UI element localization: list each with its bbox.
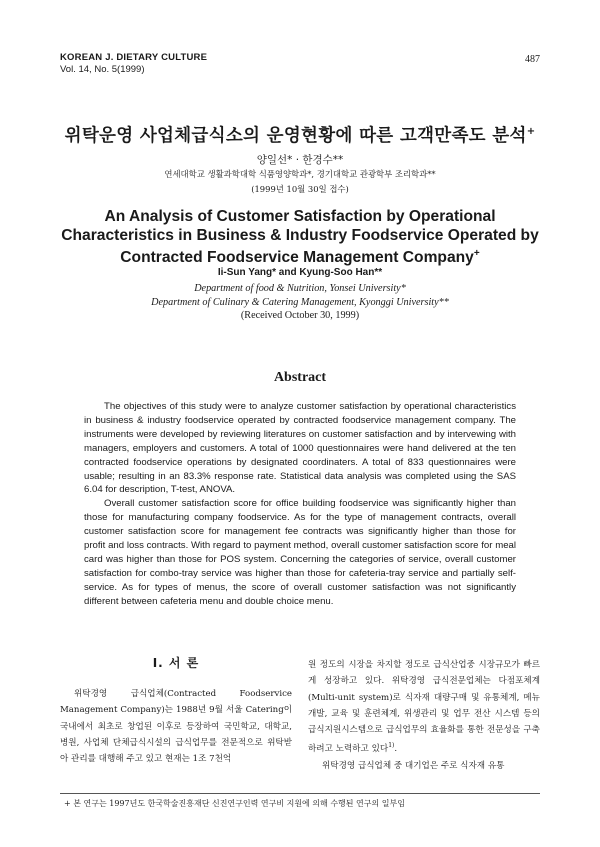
english-received-date: (Received October 30, 1999) [240, 310, 360, 321]
journal-header [60, 52, 207, 76]
korean-title-mark: + [526, 126, 536, 138]
korean-received-date: (1999년 10월 30일 접수) [251, 184, 349, 194]
english-title [60, 208, 540, 268]
english-title-text: An Analysis of Customer Satisfaction by Operational Characteristics in Business & Industry Foodservice Operated by Contracted Foodservice Management Company [61, 208, 539, 267]
abstract-heading: Abstract [273, 370, 327, 385]
english-affiliation-1: Department of food & Nutrition, Yonsei University* [194, 283, 406, 294]
body-right-paragraph-2: 위탁경영 급식업체 중 대기업은 주로 식자재 유통 [322, 760, 505, 771]
body-left-column [60, 686, 292, 767]
korean-authors: 양일선* · 한경수** [256, 154, 344, 166]
body-right-paragraph-1-text: 원 정도의 시장을 차지할 정도로 급식산업중 시장규모가 빠르게 성장하고 있다. 위탁경영 급식전문업체는 다점포체계(Multi-unit system)로 식자재 대량구매 및 유통체계, 메뉴개발, 교육 및 훈련체계, 위생관리 및 업무 전산 시스템 등의 급식지원시스템으로 급식업무의 효율화를 통한 전문성을 구축하려고 노력하고 있다 [308, 660, 540, 755]
korean-affiliation: 연세대학교 생활과학대학 식품영양학과*, 경기대학교 관광학부 조리학과** [164, 169, 436, 179]
abstract-paragraph-2: Overall customer satisfaction score for office building foodservice was significantly higher than those for manufacturing company foodservice. As for the type of management contracts, overall customer satisfaction score for management fee contracts was significantly higher than those for profit and loss contracts. With regard to payment method, overall customer satisfaction score for meal card was higher than those for POS system. Concerning the categories of service, overall customer satisfaction for combo-tray service was higher than those for cafeteria-tray service and partially self-service. As for types of menus, the score of overall customer satisfaction was not significantly different between cafeteria menu and double choice menu. [84, 498, 516, 607]
reference-marker: 1) [388, 742, 395, 750]
abstract-body [84, 400, 516, 609]
body-left-paragraph: 위탁경영 급식업체(Contracted Foodservice Management Company)는 1988년 9월 서울 Catering이 국내에서 최초로 창업된 이후로 등장하여 국민학교, 대학교, 병원, 사업체 단체급식시설의 급식업무를 전문적으로 위탁받아 관리를 대행해 주고 있고 현재는 1조 7천억 [60, 689, 292, 765]
english-title-mark: + [473, 248, 480, 259]
body-right-paragraph-1-end: . [394, 744, 398, 755]
abstract-paragraph-1: The objectives of this study were to analyze customer satisfaction by operational characteristics in business & industry foodservice operated by contracted foodservice management company. The instruments were developed by reviewing literatures on customer satisfaction and by intervewing with managers, employers and customers. A total of 1000 questionnaires were hand delivered at the ten contracted foodservice operations by designated coordinaters. A total of 833 questionnaires were usable; resulting in an 83.3% response rate. Statistical data analysis was completed using the SAS 6.04 for description, T-test, ANOVA. [84, 401, 516, 496]
english-affiliation-2: Department of Culinary & Catering Management, Kyonggi University** [151, 297, 449, 308]
korean-title [0, 122, 600, 147]
page-number: 487 [525, 54, 540, 65]
footnote-divider [60, 793, 540, 794]
journal-name: KOREAN J. DIETARY CULTURE [60, 52, 208, 63]
body-right-paragraph-1 [308, 657, 540, 758]
footnote: + 본 연구는 1997년도 한국학술진흥재단 신진연구인력 연구비 지원에 의해 수행된 연구의 일부임 [64, 799, 405, 808]
section-heading-introduction: I. 서 론 [152, 656, 200, 670]
english-affiliations [0, 282, 600, 310]
english-authors: Ii-Sun Yang* and Kyung-Soo Han** [217, 267, 383, 278]
korean-title-text: 위탁운영 사업체급식소의 운영현황에 따른 고객만족도 분석 [64, 126, 527, 146]
journal-volume: Vol. 14, No. 5(1999) [60, 64, 145, 75]
body-right-column [308, 657, 540, 774]
